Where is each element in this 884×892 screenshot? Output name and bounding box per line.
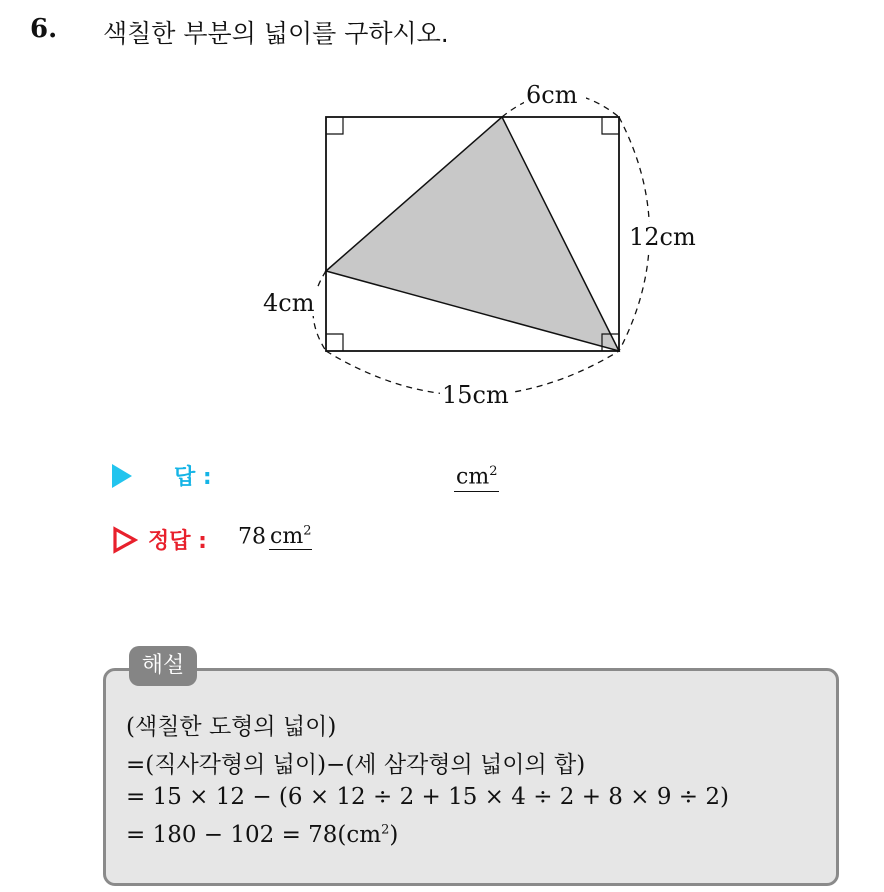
shaded-triangle — [326, 117, 619, 351]
answer-row — [112, 458, 612, 494]
right-angle-mark-top-left — [326, 117, 343, 134]
label-bottom-15cm: 15cm — [442, 381, 509, 409]
correct-answer-label: 정답 : — [148, 529, 207, 554]
correct-answer-number: 78 — [238, 524, 266, 550]
play-arrow-icon — [112, 464, 132, 488]
explanation-line-1: (색칠한 도형의 넓이) — [126, 714, 337, 740]
explanation-tab: 해설 — [129, 646, 197, 686]
correct-unit-exponent: 2 — [303, 524, 312, 539]
explanation-line-4-main: = 180 − 102 = 78(cm — [126, 822, 382, 848]
explanation-line-3: = 15 × 12 − (6 × 12 ÷ 2 + 15 × 4 ÷ 2 + 8 × 9 ÷ 2) — [126, 784, 729, 810]
answer-blank[interactable] — [454, 458, 499, 492]
explanation-line-4-exponent: 2 — [381, 822, 390, 838]
geometry-figure — [0, 0, 884, 440]
right-angle-mark-bottom-left — [326, 334, 343, 351]
explanation-line-2: =(직사각형의 넓이)−(세 삼각형의 넓이의 합) — [126, 752, 586, 778]
label-top-6cm: 6cm — [526, 81, 578, 109]
explanation-line-4 — [126, 822, 398, 848]
answer-label: 답 : — [174, 465, 212, 490]
correct-answer-value — [238, 524, 312, 549]
correct-unit-base: cm — [270, 524, 304, 550]
question-text: 색칠한 부분의 넓이를 구하시오. — [103, 19, 449, 48]
answer-unit-exponent: 2 — [489, 464, 498, 479]
label-left-4cm: 4cm — [263, 289, 315, 317]
correct-answer-unit — [269, 524, 312, 550]
right-angle-mark-top-right — [602, 117, 619, 134]
label-right-12cm: 12cm — [629, 223, 696, 251]
play-outline-icon — [112, 526, 138, 554]
answer-unit: cm — [456, 464, 490, 490]
question-number: 6. — [30, 14, 58, 44]
correct-answer-row — [112, 522, 612, 558]
explanation-line-4-close: ) — [389, 822, 399, 848]
